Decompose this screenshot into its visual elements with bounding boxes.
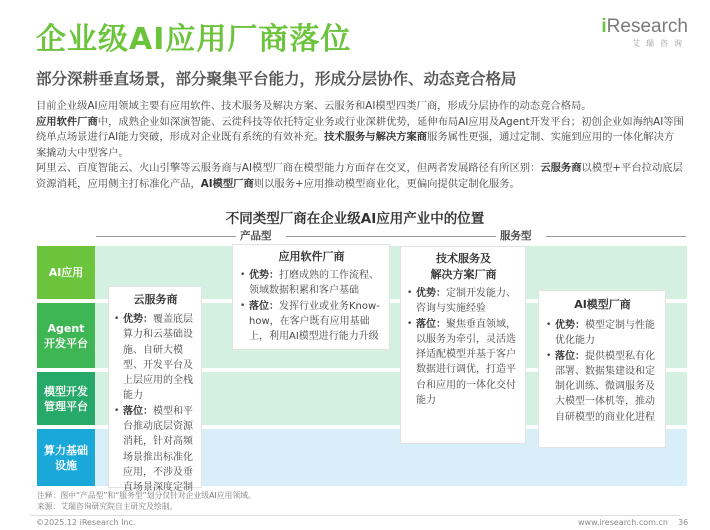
bullet-key: 落位： — [416, 318, 446, 330]
bullet-key: 优势： — [123, 314, 153, 325]
bullet-key: 落位： — [123, 405, 153, 417]
card-cloud-title: 云服务商 — [133, 293, 178, 306]
bullet-key: 优势： — [416, 288, 446, 299]
intro-paragraph-2 — [36, 115, 684, 162]
intro-paragraph-3 — [36, 161, 684, 192]
chart-source: 来源：艾瑞咨询研究院自主研究及绘制。 — [37, 502, 178, 511]
intro-p3-text3: 则以服务+应用推动模型商业化，更偏向提供定制化服务。 — [253, 177, 520, 190]
bullet-dot: • — [114, 405, 120, 416]
bullet-dot: • — [546, 350, 552, 361]
diagram-title: 不同类型厂商在企业级AI应用产业中的位置 — [225, 211, 485, 227]
bullet-text: 聚焦垂直领域，以服务为牵引，灵活选择适配模型并基于客户数据进行调优，打造平台和应用的一体化交付能力 — [416, 318, 516, 407]
bullet-dot: • — [114, 314, 120, 324]
service-type-line-right — [546, 236, 686, 237]
card-tech-service-title: 技术服务及 解决方案厂商 — [430, 252, 497, 281]
intro-p2-text1: 中，成熟企业如深演智能、云徙科技等依托特定业务或行业深耕优势，延伸布局AI应用及Agent开发平台；初创企业如海纳AI等围绕单点场景进行AI能力突破，形成对企业既有系统的有效补充。 — [36, 115, 684, 143]
logo-main-text: Research — [606, 16, 688, 37]
intro-p3-text1: 阿里云、百度智能云、火山引擎等云服务商与AI模型厂商在模型能力方面存在交叉，但两者发展路径有所区别： — [36, 162, 541, 174]
card-ai-model-position — [546, 349, 659, 425]
row-label-agent-platform: Agent 开发平台 — [37, 303, 95, 368]
card-ai-model — [538, 290, 666, 448]
card-app-software — [232, 244, 390, 350]
product-type-label: 产品型 — [240, 230, 272, 242]
card-cloud-position — [114, 404, 197, 496]
iresearch-logo — [598, 16, 688, 49]
intro-p3-key1: 云服务商 — [540, 162, 582, 174]
bullet-dot: • — [240, 300, 246, 311]
service-type-label: 服务型 — [500, 230, 532, 242]
product-type-line-left — [96, 236, 236, 237]
card-app-software-title: 应用软件厂商 — [278, 250, 345, 263]
page-number: 36 — [678, 518, 689, 527]
card-app-software-position — [240, 299, 383, 345]
bullet-key: 优势： — [555, 320, 585, 331]
card-app-software-advantage — [240, 268, 383, 299]
page-subtitle: 部分深耕垂直场景，部分聚集平台能力，形成分层协作、动态竞合格局 — [36, 70, 517, 88]
row-label-compute-infra: 算力基础 设施 — [37, 429, 95, 486]
intro-p2-key1: 应用软件厂商 — [36, 115, 98, 128]
bullet-key: 落位： — [249, 300, 279, 312]
row-label-ai-app: AI应用 — [37, 246, 95, 299]
intro-paragraph-1 — [36, 99, 684, 115]
bullet-text: 覆盖底层算力和云基础设施、自研大模型、开发平台及上层应用的全栈能力 — [123, 314, 193, 402]
bullet-text: 提供模型私有化部署、数据集建设和定制化训练、微调服务及大模型一体机等，推动自研模型的商业化进程 — [555, 350, 655, 423]
logo-prefix: i — [601, 16, 607, 37]
intro-p2-text2: 服务属性更强，通过定制、实施到应用的一体化解决方案撬动大中型客户。 — [36, 131, 675, 159]
row-label-model-platform: 模型开发 管理平台 — [37, 372, 95, 425]
card-tech-service-advantage — [407, 286, 520, 317]
card-ai-model-title: AI模型厂商 — [574, 298, 631, 311]
footer-website: www.iresearch.com.cn — [578, 518, 668, 527]
chart-note: 注释：图中“产品型”和“服务型”划分仅针对企业级AI应用领域。 — [37, 491, 256, 500]
page-title: 企业级AI应用厂商落位 — [36, 22, 352, 57]
card-cloud-advantage — [114, 312, 197, 404]
bullet-dot: • — [407, 288, 413, 298]
card-tech-service — [400, 246, 526, 444]
intro-p2-key2: 技术服务与解决方案商 — [324, 131, 428, 143]
bullet-text: 发挥行业或业务Know-how，在客户既有应用基础上，利用AI模型进行能力升级 — [249, 300, 380, 343]
bullet-dot: • — [407, 318, 413, 329]
bullet-text: 模型和平台推动底层资源消耗，针对高频场景推出标准化应用，不涉及垂直场景深度定制 — [123, 405, 193, 494]
intro-p1-text: 目前企业级AI应用领域主要有应用软件、技术服务及解决方案、云服务和AI模型四类厂商，形成分层协作的动态竞合格局。 — [36, 100, 592, 112]
bullet-dot: • — [546, 320, 552, 330]
logo-wordmark — [598, 16, 688, 38]
bullet-text: 模型定制与性能优化能力 — [555, 320, 655, 347]
type-divider-line — [286, 236, 496, 237]
footer-copyright: ©2025.12 iResearch Inc. — [36, 518, 136, 527]
bullet-dot: • — [240, 270, 246, 280]
bullet-text: 打磨成熟的工作流程、领域数据积累和客户基础 — [249, 270, 379, 297]
bullet-key: 落位： — [555, 350, 585, 362]
bullet-text: 定制开发能力、咨询与实施经验 — [416, 288, 516, 315]
card-ai-model-advantage — [546, 318, 659, 349]
card-tech-service-position — [407, 317, 520, 409]
bullet-key: 优势： — [249, 270, 279, 281]
intro-text — [36, 99, 684, 192]
footer-divider — [30, 515, 680, 516]
logo-subtext: 艾瑞咨询 — [632, 39, 688, 48]
intro-p3-text2: 以模型+平台拉动底层资源消耗，应用侧主打标准化产品， — [36, 162, 683, 190]
intro-p3-key2: AI模型厂商 — [200, 177, 254, 190]
card-cloud-service — [108, 286, 202, 494]
